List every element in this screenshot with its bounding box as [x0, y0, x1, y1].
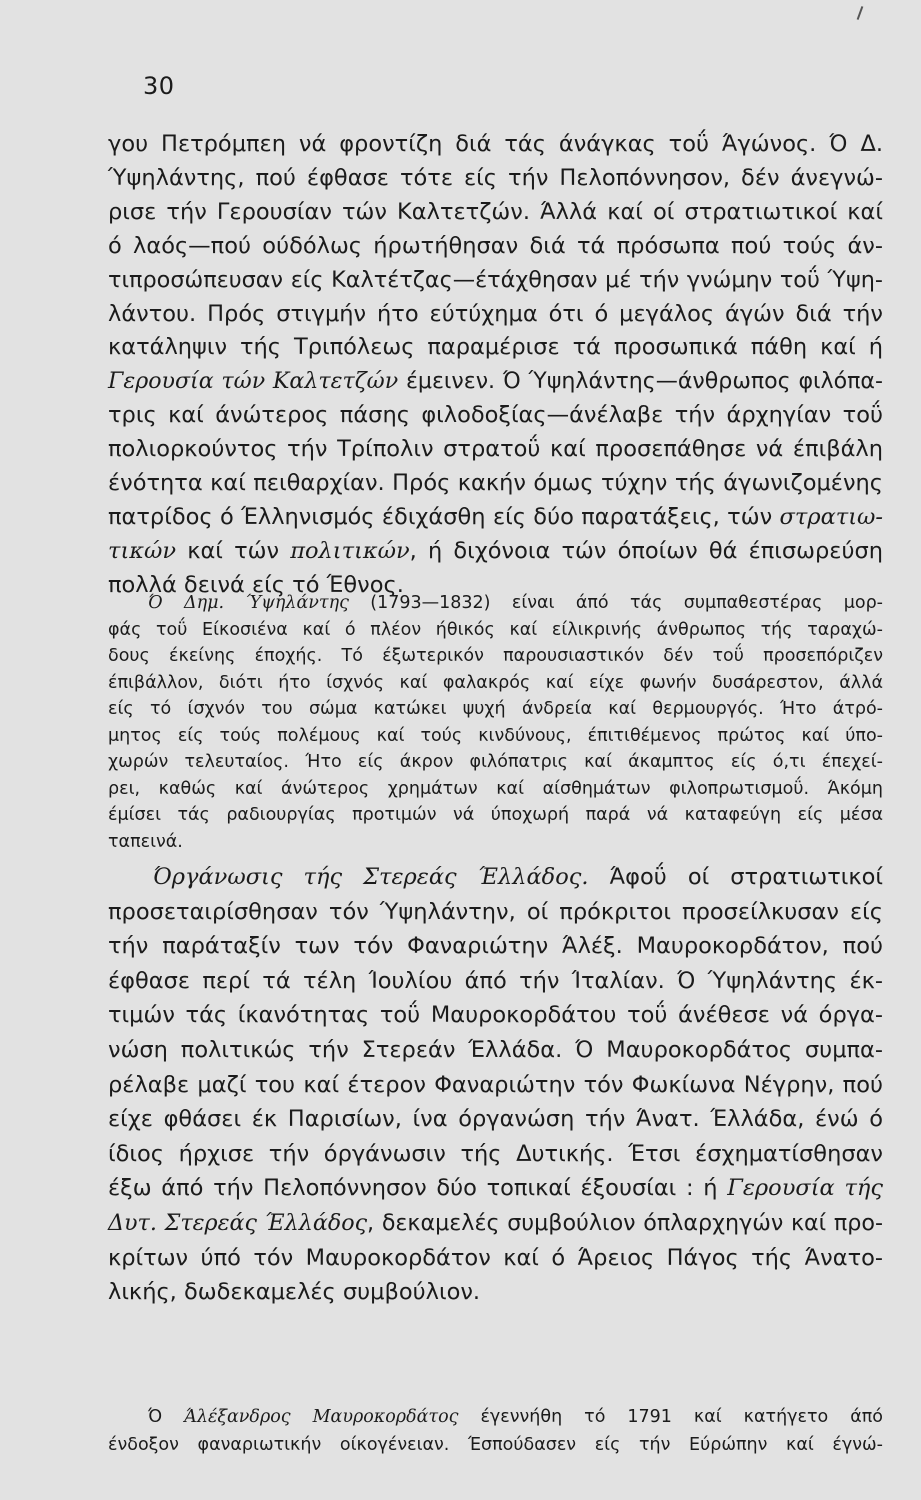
text-line: [108, 860, 883, 895]
text-line: [108, 1403, 883, 1431]
text-line: ένδοξον φαναριωτικήν οίκογένειαν. Έσπούδασεν είς τήν Εύρώπην καί έγνώ-: [108, 1435, 883, 1455]
paragraph-1: [108, 128, 883, 603]
text-line: κρίτων ύπό τόν Μαυροκορδάτον καί ό Άρειος Πάγος τής Άνατο-: [108, 1244, 883, 1271]
page-number: 30: [143, 72, 175, 100]
text-line: λικής, δωδεκαμελές συμβούλιον.: [108, 1279, 481, 1306]
text-line: φάς τοΰ Είκοσιένα καί ό πλέον ήθικός καί είλικρινής άνθρωπος τής ταραχώ-: [108, 619, 883, 640]
text-line: είχε φθάσει έκ Παρισίων, ίνα όργανώση τήν Άνατ. Έλλάδα, ένώ ό: [108, 1106, 883, 1133]
text-line: [108, 501, 883, 535]
text-line: ένότητα καί πειθαρχίαν. Πρός κακήν όμως τύχην τής άγωνιζομένης: [108, 470, 883, 497]
italic-phrase: Ό Δημ. Ύψηλάντης: [148, 593, 349, 613]
text-fragment: πατρίδος ό Έλληνισμός έδιχάσθη είς δύο παρατάξεις, τών: [108, 503, 773, 530]
text-line: τιπροσώπευσαν είς Καλτέτζας—έτάχθησαν μέ τήν γνώμην τοΰ Ύψη-: [108, 266, 883, 293]
text-line: χωρών τελευταίος. Ήτο είς άκρον φιλόπατρις καί άκαμπτος είς ό,τι έπεχεί-: [108, 752, 883, 772]
text-line: ρισε τήν Γερουσίαν τών Καλτετζών. Άλλά καί οί στρατιωτικοί καί: [108, 198, 883, 225]
scan-mark: [857, 6, 864, 20]
text-line: πολλά δεινά είς τό Έθνος.: [108, 571, 404, 598]
text-fragment: , δεκαμελές συμβούλιον όπλαρχηγών καί προ-: [367, 1209, 883, 1236]
text-line: ό λαός—πού ούδόλως ήρωτήθησαν διά τά πρόσωπα πού τούς άν-: [108, 232, 883, 259]
italic-phrase: στρατιω-: [779, 503, 883, 530]
text-line: μητος είς τούς πολέμους καί τούς κινδύνους, έπιτιθέμενος πρώτος καί ύπο-: [108, 725, 883, 746]
text-line: δους έκείνης έποχής. Τό έξωτερικόν παρουσιαστικόν δέν τοΰ προσεπόριζεν: [108, 646, 883, 666]
text-line: [108, 365, 883, 399]
text-line: πολιορκούντος τήν Τρίπολιν στρατοΰ καί προσεπάθησε νά έπιβάλη: [108, 436, 883, 463]
text-fragment: , ή διχόνοια τών όποίων θά έπισωρεύση: [409, 537, 884, 564]
text-fragment: (1793—1832) είναι άπό τάς συμπαθεστέρας μορ-: [348, 593, 883, 613]
text-line: ταπεινά.: [108, 831, 183, 852]
text-line: [108, 1206, 883, 1241]
text-line: Ύψηλάντης, πού έφθασε τότε είς τήν Πελοπόννησον, δέν άνεγνώ-: [108, 164, 883, 191]
text-line: νώση πολιτικώς τήν Στερεάν Έλλάδα. Ό Μαυροκορδάτος συμπα-: [108, 1036, 883, 1063]
italic-phrase: Γερουσία τής: [727, 1175, 883, 1202]
text-fragment: έγεννήθη τό 1791 καί κατήγετο άπό: [458, 1407, 883, 1427]
text-line: [108, 535, 883, 569]
footnote-2: [108, 1403, 883, 1459]
section-heading: Όργάνωσις τής Στερεάς Έλλάδος.: [153, 864, 589, 890]
text-line: κατάληψιν τής Τριπόλεως παραμέρισε τά προσωπικά πάθη καί ή: [108, 334, 883, 361]
italic-phrase: Άλέξανδρος Μαυροκορδάτος: [184, 1407, 459, 1427]
text-line: είς τό ίσχνόν του σώμα κατώκει ψυχή άνδρεία καί θερμουργός. Ήτο άτρό-: [108, 699, 883, 719]
text-line: τρις καί άνώτερος πάσης φιλοδοξίας—άνέλαβε τήν άρχηγίαν τοΰ: [108, 402, 883, 429]
text-fragment: έξω άπό τήν Πελοπόννησον δύο τοπικαί έξουσίαι : ή: [108, 1175, 728, 1202]
text-line: έφθασε περί τά τέλη Ίουλίου άπό τήν Ίταλίαν. Ό Ύψηλάντης έκ-: [108, 967, 883, 994]
text-fragment: Ό: [148, 1407, 185, 1427]
italic-phrase: Γερουσία τών Καλτετζών: [108, 368, 399, 395]
text-line: τιμών τάς ίκανότητας τοΰ Μαυροκορδάτου τοΰ άνέθεσε νά όργα-: [108, 1002, 883, 1029]
text-fragment: Άφοΰ οί στρατιωτικοί: [588, 864, 883, 890]
text-line: τήν παράταξίν των τόν Φαναριώτην Άλέξ. Μαυροκορδάτον, πού: [108, 933, 883, 960]
text-line: [108, 590, 883, 617]
italic-phrase: τικών: [108, 537, 177, 564]
text-line: προσεταιρίσθησαν τόν Ύψηλάντην, οί πρόκριτοι προσείλκυσαν είς: [108, 898, 883, 925]
text-fragment: καί τών: [176, 537, 291, 564]
text-line: ρέλαβε μαζί του καί έτερον Φαναριώτην τόν Φωκίωνα Νέγρην, πού: [108, 1071, 883, 1098]
footnote-1: [108, 590, 883, 855]
italic-phrase: πολιτικών: [290, 537, 410, 564]
text-line: ρει, καθώς καί άνώτερος χρημάτων καί αίσθημάτων φιλοπρωτισμοΰ. Άκόμη: [108, 778, 883, 799]
paragraph-2: [108, 860, 883, 1310]
text-line: έπιβάλλον, διότι ήτο ίσχνός καί φαλακρός καί είχε φωνήν δυσάρεστον, άλλά: [108, 672, 883, 693]
text-line: γου Πετρόμπεη νά φροντίζη διά τάς άνάγκας τοΰ Άγώνος. Ό Δ.: [108, 131, 883, 157]
text-line: έμίσει τάς ραδιουργίας προτιμών νά ύποχωρή παρά νά καταφεύγη είς μέσα: [108, 805, 883, 825]
text-fragment: έμεινεν. Ό Ύψηλάντης—άνθρωπος φιλόπα-: [398, 368, 883, 395]
italic-phrase: Δυτ. Στερεάς Έλλάδος: [108, 1209, 368, 1236]
text-line: ίδιος ήρχισε τήν όργάνωσιν τής Δυτικής. Έτσι έσχηματίσθησαν: [108, 1140, 883, 1167]
text-line: λάντου. Πρός στιγμήν ήτο εύτύχημα ότι ό μεγάλος άγών διά τήν: [108, 300, 883, 327]
text-line: [108, 1171, 883, 1206]
